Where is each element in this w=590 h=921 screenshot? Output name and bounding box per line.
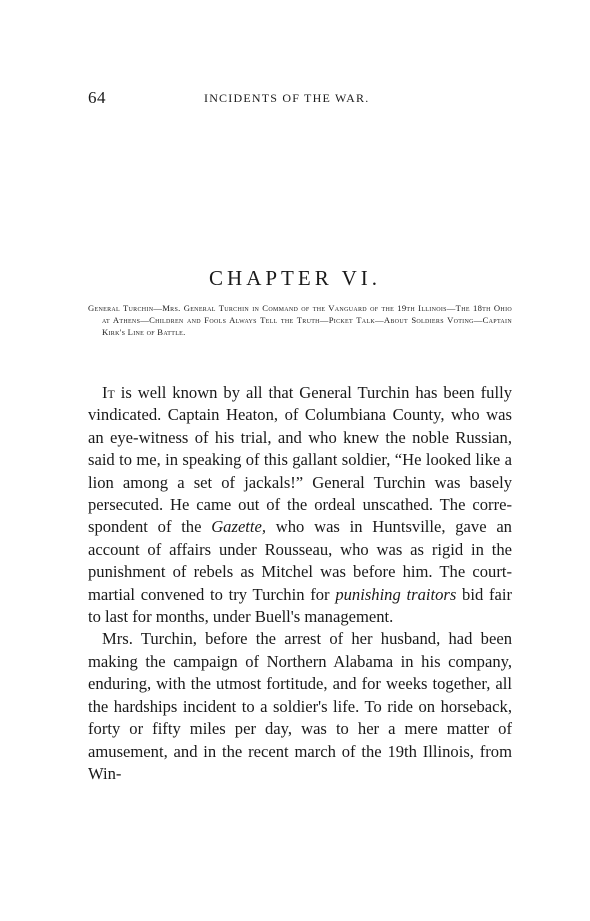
chapter-title: CHAPTER VI. bbox=[209, 266, 381, 290]
running-head bbox=[88, 88, 508, 108]
paragraph-text: is well known by all that General Turchin has been fully vindicated. Captain Heaton, of Columbiana County, who was an eye-witness of his trial, and who knew the noble Russian, said to me, in speaking of this gallant soldier, “He looked like a lion among a set of jackals!” General Turchin was basely persecuted. He came out of the ordeal unscathed. The correspondent of the bbox=[88, 383, 512, 537]
body-text bbox=[88, 382, 512, 785]
page-number: 64 bbox=[88, 88, 106, 107]
paragraph-first-word: It bbox=[102, 383, 115, 402]
paragraph bbox=[88, 382, 512, 628]
italic-phrase: punishing traitors bbox=[335, 584, 457, 604]
chapter-synopsis bbox=[88, 302, 512, 338]
running-title: INCIDENTS OF THE WAR. bbox=[204, 91, 370, 105]
chapter-synopsis-text: General Turchin—Mrs. General Turchin in Command of the Vanguard of the 19th Illinois—The 18th Ohio at Athens—Children and Fools Always Tell the Truth—Picket Talk—About Soldiers Voting—Captain Kirk's Line of Battle. bbox=[88, 303, 512, 337]
newspaper-title: Gazette, bbox=[211, 517, 267, 537]
paragraph: Mrs. Turchin, before the arrest of her husband, had been making the campaign of Northern Alabama in his company, enduring, with the utmost fortitude, and for weeks together, all the hardships incident to a soldier's life. To ride on horseback, forty or fifty miles per day, was to her a mere matter of amusement, and in the recent march of the 19th Illinois, from Win- bbox=[88, 629, 512, 783]
paragraph-text: bid fair to last for months, under Buell's management. bbox=[88, 584, 513, 627]
paragraph-text: who was in Huntsville, gave an account of affairs under Rousseau, who was as rigid in the punishment of rebels as Mitchel was before him. The court-martial convened to try Turchin for bbox=[88, 517, 512, 604]
